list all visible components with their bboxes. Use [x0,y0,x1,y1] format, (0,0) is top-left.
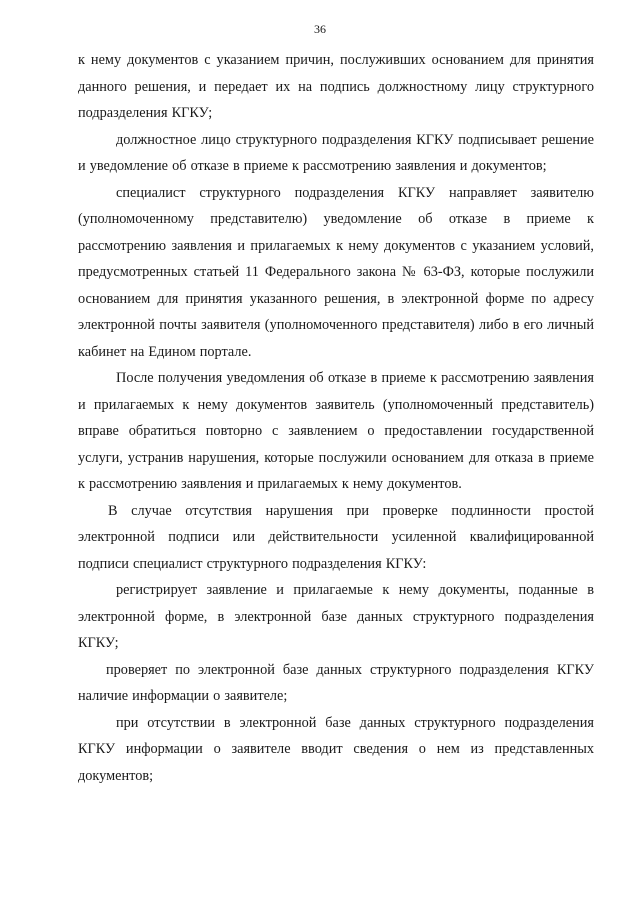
paragraph: специалист структурного подразделения КГКУ направляет заявителю (уполномоченному представителю) уведомление об отказе в приеме к рассмотрению заявления и прилагаемых к нему документов с указанием условий, предусмотренных статьей 11 Федерального закона № 63-ФЗ, которые послужили основанием для принятия указанного решения, в электронной форме по адресу электронной почты заявителя (уполномоченного представителя) либо в его личный кабинет на Едином портале. [78,184,594,360]
paragraph: После получения уведомления об отказе в приеме к рассмотрению заявления и прилагаемых к нему документов заявитель (уполномоченный представитель) вправе обратиться повторно с заявлением о предоставлении государственной услуги, устранив нарушения, которые послужили основанием для отказа в приеме к рассмотрению заявления и прилагаемых к нему документов. [78,370,594,492]
paragraph: регистрирует заявление и прилагаемые к нему документы, поданные в электронной форме, в электронной базе данных структурного подразделения КГКУ; [78,582,594,651]
document-body [78,47,594,789]
paragraph: должностное лицо структурного подразделения КГКУ подписывает решение и уведомление об отказе в приеме к рассмотрению заявления и документов; [78,131,594,174]
paragraph: В случае отсутствия нарушения при проверке подлинности простой электронной подписи или действительности усиленной квалифицированной подписи специалист структурного подразделения КГКУ: [78,502,594,572]
page-number: 36 [314,22,326,36]
paragraph: к нему документов с указанием причин, послуживших основанием для принятия данного решения, и передает их на подпись должностному лицу структурного подразделения КГКУ; [78,52,594,121]
paragraph: проверяет по электронной базе данных структурного подразделения КГКУ наличие информации о заявителе; [78,661,594,704]
paragraph: при отсутствии в электронной базе данных структурного подразделения КГКУ информации о заявителе вводит сведения о нем из представленных документов; [78,714,594,784]
